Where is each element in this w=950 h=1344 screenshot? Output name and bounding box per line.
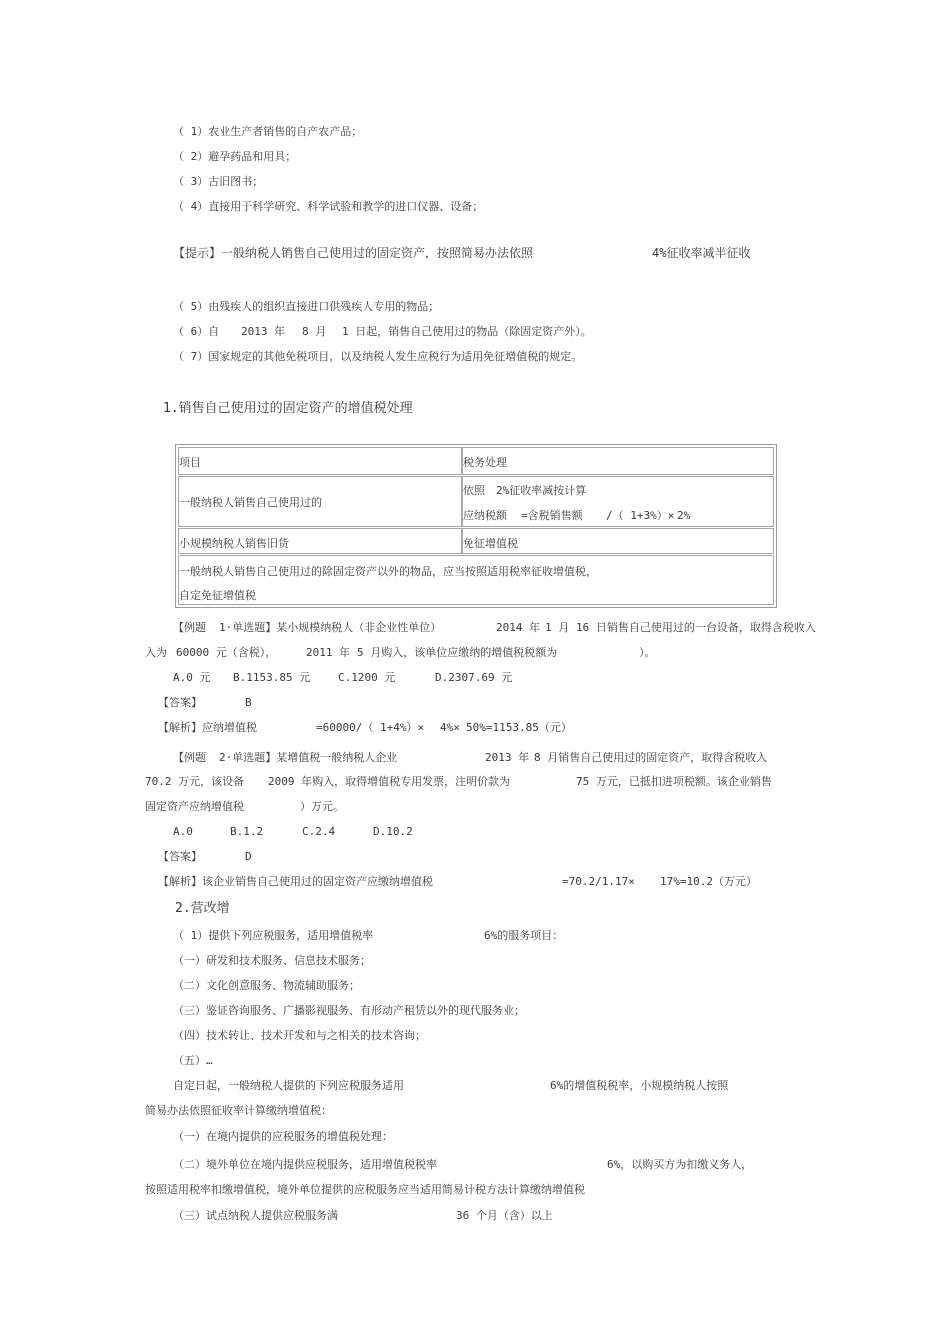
body-line: 6%的服务项目： bbox=[484, 929, 564, 942]
example-2-line: 固定资产应纳增值税 bbox=[145, 800, 244, 813]
list-item-3: （ 3）古旧图书； bbox=[173, 175, 264, 188]
body-line: （一）在境内提供的应税服务的增值税处理： bbox=[173, 1130, 393, 1143]
example-1-line: 2011 年 bbox=[306, 646, 351, 659]
option-b: B.1.2 bbox=[230, 825, 264, 838]
list-item-6c: 8 月 bbox=[302, 325, 327, 338]
list-item-5: （ 5）由残疾人的组织直接进口供残疾人专用的物品； bbox=[173, 300, 440, 313]
body-line: （三）试点纳税人提供应税服务满 bbox=[173, 1209, 338, 1222]
example-1-line: ）。 bbox=[639, 646, 656, 659]
example-2-line: 2·单选题】某增值税一般纳税人企业 bbox=[219, 751, 398, 764]
answer-value: B bbox=[245, 696, 252, 709]
note-line: 【提示】一般纳税人销售自己使用过的固定资产，按照简易办法依照 bbox=[173, 246, 534, 260]
example-2-line: 70.2 万元，该设备 bbox=[145, 775, 245, 788]
option-b: B.1153.85 元 bbox=[233, 671, 311, 684]
option-d: D.10.2 bbox=[373, 825, 413, 838]
example-1-line: 5 月购入，该单位应缴纳的增值税税额为 bbox=[357, 646, 558, 659]
explanation: 17%=10.2（万元） bbox=[660, 875, 757, 888]
list-item-2: （ 2）避孕药品和用具； bbox=[173, 150, 297, 163]
example-2-line: ）万元。 bbox=[300, 800, 344, 813]
section-heading-2: 2.营改增 bbox=[175, 901, 230, 916]
option-c: C.1200 元 bbox=[338, 671, 396, 684]
list-item-4: （ 4）直接用于科学研究、科学试验和教学的进口仪器、设备； bbox=[173, 200, 484, 213]
tax-table bbox=[175, 444, 777, 608]
explanation: =60000/（ 1+4%）× bbox=[316, 721, 425, 734]
example-2-line: 【例题 bbox=[173, 751, 206, 764]
body-line: （一）研发和技术服务、信息技术服务； bbox=[173, 954, 371, 967]
body-line: 简易办法依照征收率计算缴纳增值税： bbox=[145, 1104, 332, 1117]
example-1-line: 16 日销售自己使用过的一台设备，取得含税收入 bbox=[576, 621, 816, 634]
answer-value: D bbox=[245, 850, 252, 863]
list-item-7: （ 7）国家规定的其他免税项目，以及纳税人发生应税行为适用免征增值税的规定。 bbox=[173, 350, 583, 363]
example-1-line: 60000 元（含税）， bbox=[176, 646, 277, 659]
table-cell: 小规模纳税人销售旧货 bbox=[178, 528, 462, 554]
option-c: C.2.4 bbox=[302, 825, 336, 838]
body-line: 36 个月（含）以上 bbox=[456, 1209, 553, 1222]
body-line: 6%的增值税税率，小规模纳税人按照 bbox=[550, 1079, 729, 1092]
answer-label: 【答案】 bbox=[158, 696, 202, 709]
table-cell: 免征增值税 bbox=[462, 528, 774, 554]
table-cell: 依照 2%征收率减按计算 应纳税额 =含税销售额 /（ 1+3%）× 2% bbox=[462, 476, 774, 527]
explanation: 【解析】该企业销售自己使用过的固定资产应缴纳增值税 bbox=[158, 875, 433, 888]
answer-label: 【答案】 bbox=[158, 850, 202, 863]
body-line: （二）文化创意服务、物流辅助服务； bbox=[173, 979, 360, 992]
list-item-6d: 1 日起，销售自己使用过的物品（除固定资产外）。 bbox=[342, 325, 592, 338]
table-cell: 一般纳税人销售自己使用过的 bbox=[178, 476, 462, 527]
list-item-6a: （ 6）自 bbox=[173, 325, 220, 338]
section-heading-1: 1.销售自己使用过的固定资产的增值税处理 bbox=[163, 401, 413, 416]
body-line: （五）… bbox=[173, 1054, 213, 1067]
body-line: （ 1）提供下列应税服务，适用增值税率 bbox=[173, 929, 374, 942]
table-cell: 税务处理 bbox=[462, 447, 774, 475]
example-1-line: 【例题 bbox=[173, 621, 206, 634]
example-2-line: 8 月销售自己使用过的固定资产，取得含税收入 bbox=[534, 751, 768, 764]
example-2-line: 2009 年购入，取得增值税专用发票，注明价款为 bbox=[268, 775, 511, 788]
explanation: =70.2/1.17× bbox=[562, 875, 635, 888]
option-d: D.2307.69 元 bbox=[435, 671, 513, 684]
list-item-1: （ 1）农业生产者销售的自产农产品； bbox=[173, 125, 363, 138]
list-item-6b: 2013 年 bbox=[241, 325, 286, 338]
body-line: （二）境外单位在境内提供应税服务，适用增值税税率 bbox=[173, 1158, 437, 1171]
example-1-line: 入为 bbox=[145, 646, 167, 659]
explanation: 【解析】应纳增值税 bbox=[158, 721, 257, 734]
table-cell: 项目 bbox=[178, 447, 462, 475]
explanation: 50%=1153.85（元） bbox=[466, 721, 572, 734]
explanation: 4%× bbox=[440, 721, 460, 734]
table-cell: 一般纳税人销售自己使用过的除固定资产以外的物品，应当按照适用税率征收增值税， 自定免征增值税 bbox=[178, 555, 774, 605]
body-line: 按照适用税率扣缴增值税，境外单位提供的应税服务应当适用简易计税方法计算缴纳增值税 bbox=[145, 1183, 585, 1196]
option-a: A.0 元 bbox=[173, 671, 211, 684]
body-line: （四）技术转让、技术开发和与之相关的技术咨询； bbox=[173, 1029, 426, 1042]
example-1-line: 1·单选题】某小规模纳税人（非企业性单位） bbox=[219, 621, 442, 634]
body-line: （三）鉴证咨询服务、广播影视服务、有形动产租赁以外的现代服务业； bbox=[173, 1004, 525, 1017]
body-line: 6%，以购买方为扣缴义务人， bbox=[607, 1158, 753, 1171]
note-line-end: 4%征收率减半征收 bbox=[652, 246, 751, 260]
example-1-line: 1 月 bbox=[545, 621, 570, 634]
body-line: 自定日起，一般纳税人提供的下列应税服务适用 bbox=[173, 1079, 404, 1092]
option-a: A.0 bbox=[173, 825, 193, 838]
example-2-line: 2013 年 bbox=[485, 751, 530, 764]
example-1-line: 2014 年 bbox=[496, 621, 541, 634]
example-2-line: 75 万元，已抵扣进项税额。该企业销售 bbox=[576, 775, 772, 788]
